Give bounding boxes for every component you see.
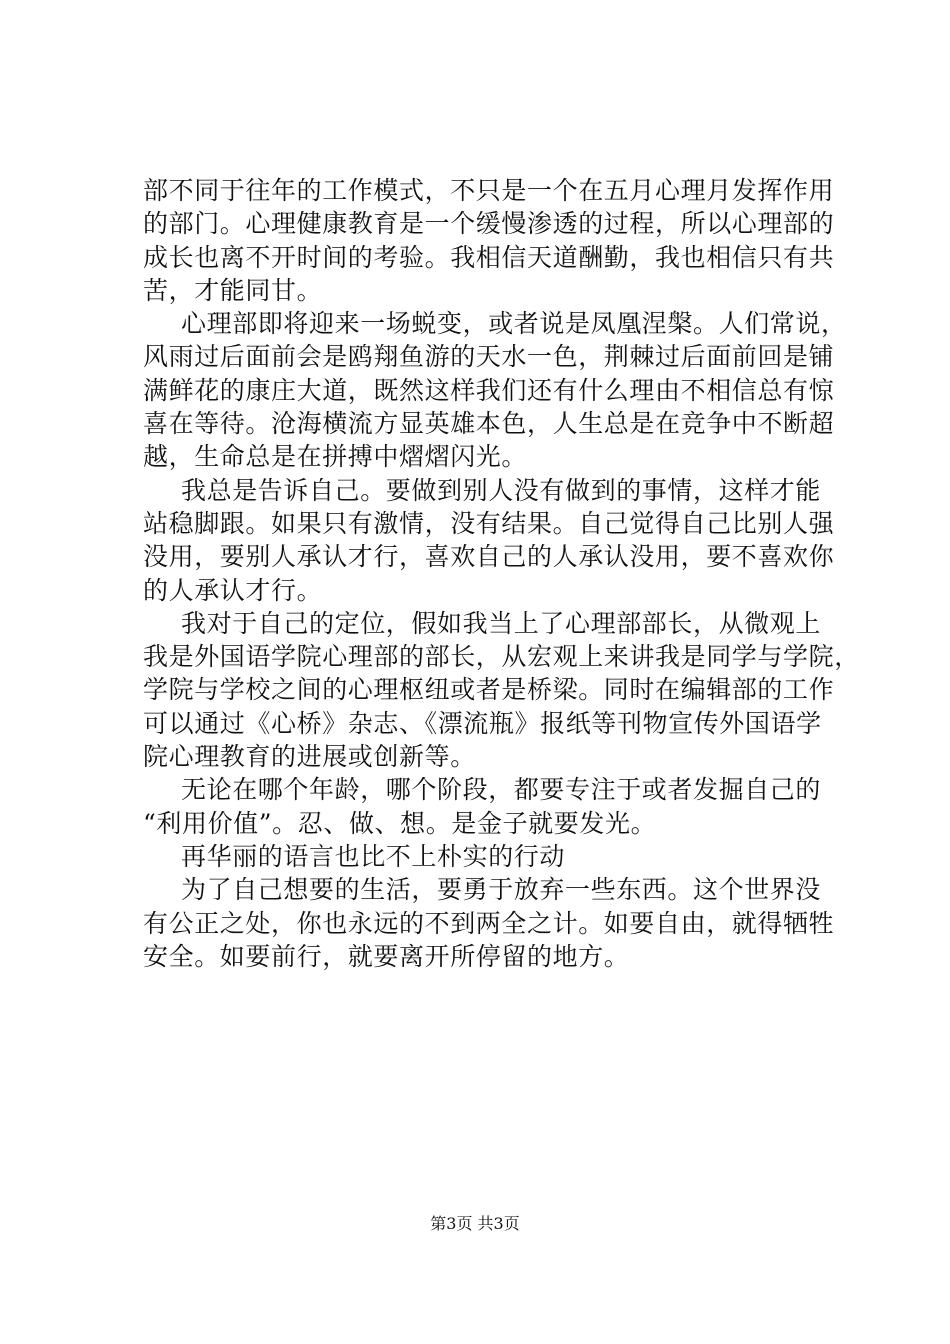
- text-line: 可以通过《心桥》杂志、《漂流瓶》报纸等刊物宣传外国语学: [143, 708, 822, 738]
- text-line: 学院与学校之间的心理枢纽或者是桥梁。同时在编辑部的工作: [143, 675, 835, 705]
- document-body: [143, 174, 860, 973]
- text-line: 没用，要别人承认才行，喜欢自己的人承认没用，要不喜欢你: [143, 542, 835, 572]
- text-line: 成长也离不开时间的考验。我相信天道酬勤，我也相信只有共: [143, 242, 835, 272]
- paragraph-start-line: 我对于自己的定位，假如我当上了心理部部长，从微观上: [181, 608, 822, 638]
- text-line: 风雨过后面前会是鸥翔鱼游的天水一色，荆棘过后面前回是铺: [143, 342, 835, 372]
- text-line: 喜在等待。沧海横流方显英雄本色，人生总是在竞争中不断超: [143, 409, 835, 439]
- paragraph-start-line: 为了自己想要的生活，要勇于放弃一些东西。这个世界没: [181, 875, 822, 905]
- text-line: 部不同于往年的工作模式，不只是一个在五月心理月发挥作用: [143, 176, 835, 205]
- text-line: 满鲜花的康庄大道，既然这样我们还有什么理由不相信总有惊: [143, 375, 835, 405]
- paragraph-start-line: 我总是告诉自己。要做到别人没有做到的事情，这样才能: [181, 475, 822, 505]
- text-line: 我是外国语学院心理部的部长，从宏观上来讲我是同学与学院，: [143, 642, 860, 672]
- text-line: 越，生命总是在拼搏中熠熠闪光。: [143, 442, 528, 472]
- paragraph-start-line: 无论在哪个年龄，哪个阶段，都要专注于或者发掘自己的: [181, 775, 822, 805]
- paragraph-start-line: 再华丽的语言也比不上朴实的行动: [181, 841, 566, 871]
- text-line: 安全。如要前行，就要离开所停留的地方。: [143, 941, 630, 971]
- page-number-footer: 第3页 共3页: [430, 1214, 520, 1233]
- text-line: 有公正之处，你也永远的不到两全之计。如要自由，就得牺牲: [143, 908, 835, 938]
- text-line: 的部门。心理健康教育是一个缓慢渗透的过程，所以心理部的: [143, 209, 835, 239]
- text-line: 苦，才能同甘。: [143, 275, 323, 305]
- paragraph-start-line: 心理部即将迎来一场蜕变，或者说是凤凰涅槃。人们常说，: [181, 309, 847, 339]
- text-line: “利用价值”。忍、做、想。是金子就要发光。: [143, 808, 657, 838]
- text-line: 的人承认才行。: [143, 575, 323, 605]
- text-line: 院心理教育的进展或创新等。: [143, 742, 476, 772]
- text-line: 站稳脚跟。如果只有激情，没有结果。自己觉得自己比别人强: [143, 508, 835, 538]
